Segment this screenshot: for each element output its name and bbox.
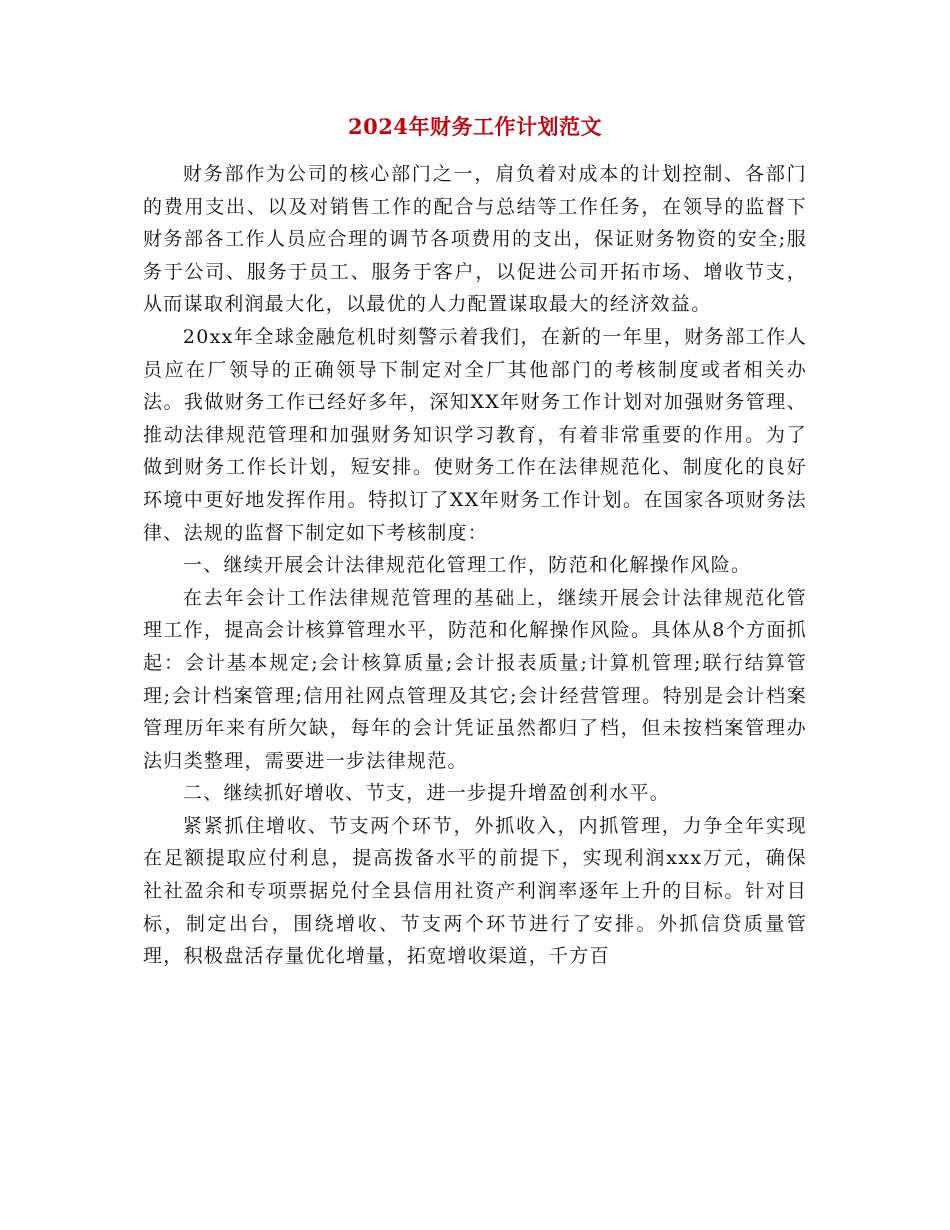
- document-body: [143, 158, 807, 973]
- paragraph-section-2: 紧紧抓住增收、节支两个环节，外抓收入，内抓管理，力争全年实现在足额提取应付利息，提高拨备水平的前提下，实现利润xxx万元，确保社社盈余和专项票据兑付全县信用社资产利润率逐年上升的目标。针对目标，制定出台，围绕增收、节支两个环节进行了安排。外抓信贷质量管理，积极盘活存量优化增量，拓宽增收渠道，千方百: [143, 814, 807, 968]
- paragraph-intro: 财务部作为公司的核心部门之一，肩负着对成本的计划控制、各部门的费用支出、以及对销售工作的配合与总结等工作任务，在领导的监督下财务部各工作人员应合理的调节各项费用的支出，保证财务物资的安全;服务于公司、服务于员工、服务于客户，以促进公司开拓市场、增收节支，从而谋取利润最大化，以最优的人力配置谋取最大的经济效益。: [143, 163, 807, 316]
- section-heading-2: 二、继续抓好增收、节支，进一步提升增盈创利水平。: [182, 782, 671, 805]
- paragraph-section-1: 在去年会计工作法律规范管理的基础上，继续开展会计法律规范化管理工作，提高会计核算管理水平，防范和化解操作风险。具体从8个方面抓起：会计基本规定;会计核算质量;会计报表质量;计算机管理;联行结算管理;会计档案管理;信用社网点管理及其它;会计经营管理。特别是会计档案管理历年来有所欠缺，每年的会计凭证虽然都归了档，但未按档案管理办法归类整理，需要进一步法律规范。: [143, 586, 807, 772]
- document-title: 2024年财务工作计划范文: [348, 114, 602, 139]
- section-heading-1: 一、继续开展会计法律规范化管理工作，防范和化解操作风险。: [182, 554, 752, 577]
- paragraph-background: 20xx年全球金融危机时刻警示着我们，在新的一年里，财务部工作人员应在厂领导的正确领导下制定对全厂其他部门的考核制度或者相关办法。我做财务工作已经好多年，深知XX年财务工作计划对加强财务管理、推动法律规范管理和加强财务知识学习教育，有着非常重要的作用。为了做到财务工作长计划，短安排。使财务工作在法律规范化、制度化的良好环境中更好地发挥作用。特拟订了XX年财务工作计划。在国家各项财务法律、法规的监督下制定如下考核制度：: [143, 325, 807, 544]
